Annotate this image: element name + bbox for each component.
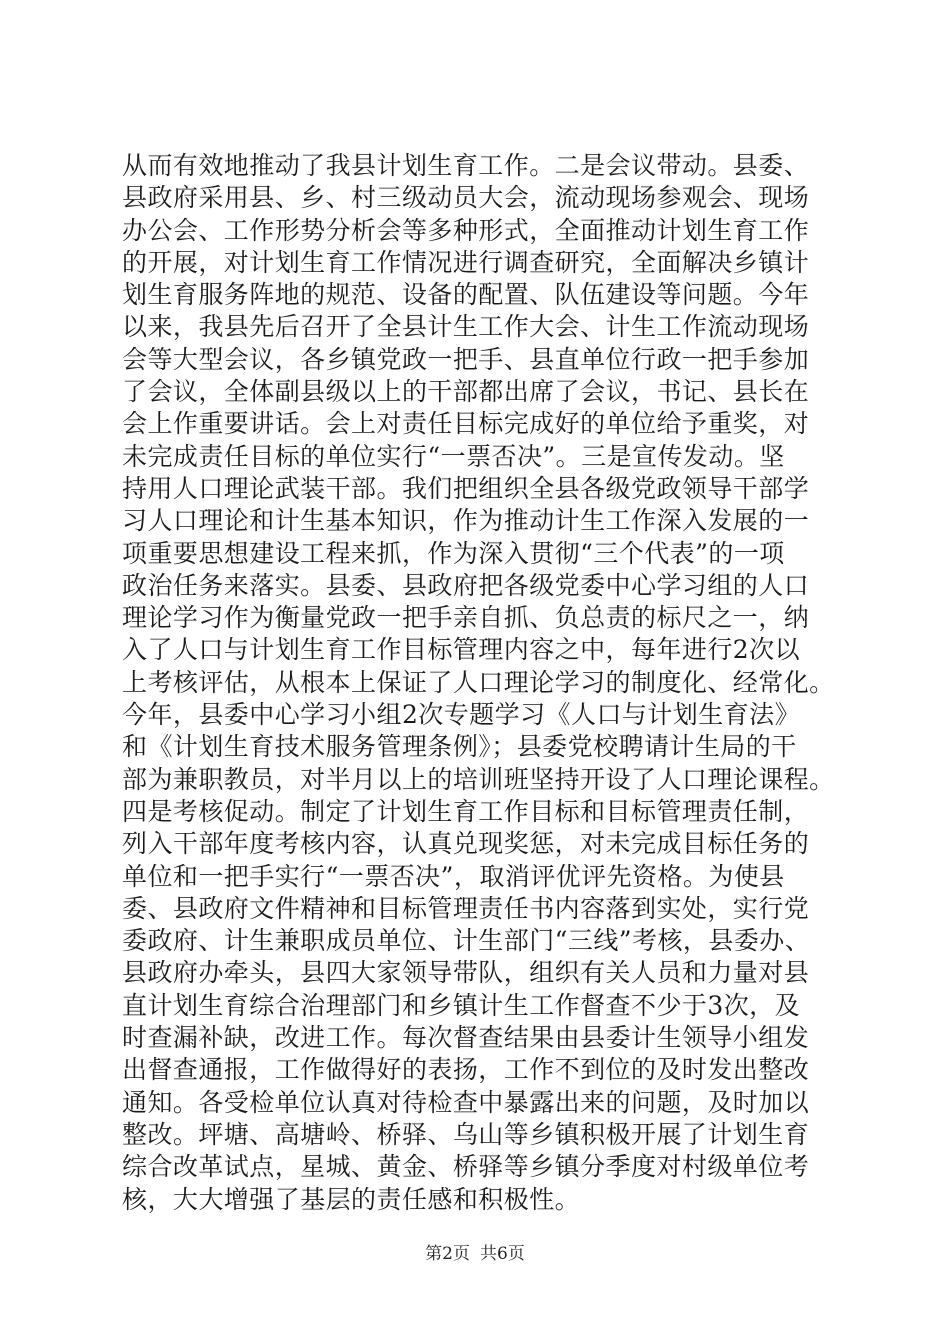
- text-line: 出督查通报，工作做得好的表扬，工作不到位的及时发出整改: [122, 1055, 810, 1085]
- text-line: 了会议，全体副县级以上的干部都出席了会议，书记、县长在: [122, 377, 810, 407]
- text-line: 列入干部年度考核内容，认真兑现奖惩，对未完成目标任务的: [122, 829, 810, 859]
- page-footer: [0, 1242, 950, 1266]
- text-line: 整改。坪塘、高塘岭、桥驿、乌山等乡镇积极开展了计划生育: [122, 1119, 810, 1149]
- text-line: 时查漏补缺，改进工作。每次督查结果由县委计生领导小组发: [122, 1023, 810, 1053]
- text-line: 今年，县委中心学习小组2次专题学习《人口与计划生育法》: [122, 700, 801, 730]
- text-line: 委政府、计生兼职成员单位、计生部门“三线”考核，县委办、: [122, 926, 811, 956]
- page-number: 第2页: [425, 1244, 470, 1264]
- text-line: 办公会、工作形势分析会等多种形式，全面推动计划生育工作: [122, 215, 810, 245]
- text-line: 县政府采用县、乡、村三级动员大会，流动现场参观会、现场: [122, 183, 810, 213]
- text-line: 以来，我县先后召开了全县计生工作大会、计生工作流动现场: [122, 312, 810, 342]
- text-line: 项重要思想建设工程来抓，作为深入贯彻“三个代表”的一项: [122, 538, 785, 568]
- text-line: 县政府办牵头，县四大家领导带队，组织有关人员和力量对县: [122, 958, 810, 988]
- text-line: 持用人口理论武装干部。我们把组织全县各级党政领导干部学: [122, 473, 810, 503]
- text-line: 上考核评估，从根本上保证了人口理论学习的制度化、经常化。: [122, 667, 835, 697]
- text-line: 未完成责任目标的单位实行“一票否决”。三是宣传发动。坚: [122, 441, 785, 471]
- text-line: 从而有效地推动了我县计划生育工作。二是会议带动。县委、: [122, 151, 810, 180]
- text-line: 理论学习作为衡量党政一把手亲自抓、负总责的标尺之一，纳: [122, 603, 810, 633]
- text-line: 和《计划生育技术服务管理条例》；县委党校聘请计生局的干: [122, 732, 797, 762]
- page-total: 共6页: [480, 1244, 525, 1264]
- text-line: 委、县政府文件精神和目标管理责任书内容落到实处，实行党: [122, 893, 810, 923]
- text-line: 单位和一把手实行“一票否决”，取消评优评先资格。为使县: [122, 861, 785, 891]
- text-line: 入了人口与计划生育工作目标管理内容之中，每年进行2次以: [122, 635, 801, 665]
- text-line: 划生育服务阵地的规范、设备的配置、队伍建设等问题。今年: [122, 280, 810, 310]
- text-line: 的开展，对计划生育工作情况进行调查研究，全面解决乡镇计: [122, 247, 810, 277]
- text-line: 直计划生育综合治理部门和乡镇计生工作督查不少于3次，及: [122, 990, 801, 1020]
- text-line: 核，大大增强了基层的责任感和积极性。: [122, 1184, 581, 1214]
- text-line: 会上作重要讲话。会上对责任目标完成好的单位给予重奖，对: [122, 409, 810, 439]
- text-line: 会等大型会议，各乡镇党政一把手、县直单位行政一把手参加: [122, 344, 810, 374]
- text-line: 综合改革试点，星城、黄金、桥驿等乡镇分季度对村级单位考: [122, 1152, 810, 1182]
- text-line: 通知。各受检单位认真对待检查中暴露出来的问题，及时加以: [122, 1087, 810, 1117]
- body-text: [122, 150, 852, 1216]
- text-line: 四是考核促动。制定了计划生育工作目标和目标管理责任制，: [122, 796, 810, 826]
- text-line: 习人口理论和计生基本知识，作为推动计生工作深入发展的一: [122, 506, 810, 536]
- text-line: 部为兼职教员，对半月以上的培训班坚持开设了人口理论课程。: [122, 764, 835, 794]
- text-line: 政治任务来落实。县委、县政府把各级党委中心学习组的人口: [122, 570, 810, 600]
